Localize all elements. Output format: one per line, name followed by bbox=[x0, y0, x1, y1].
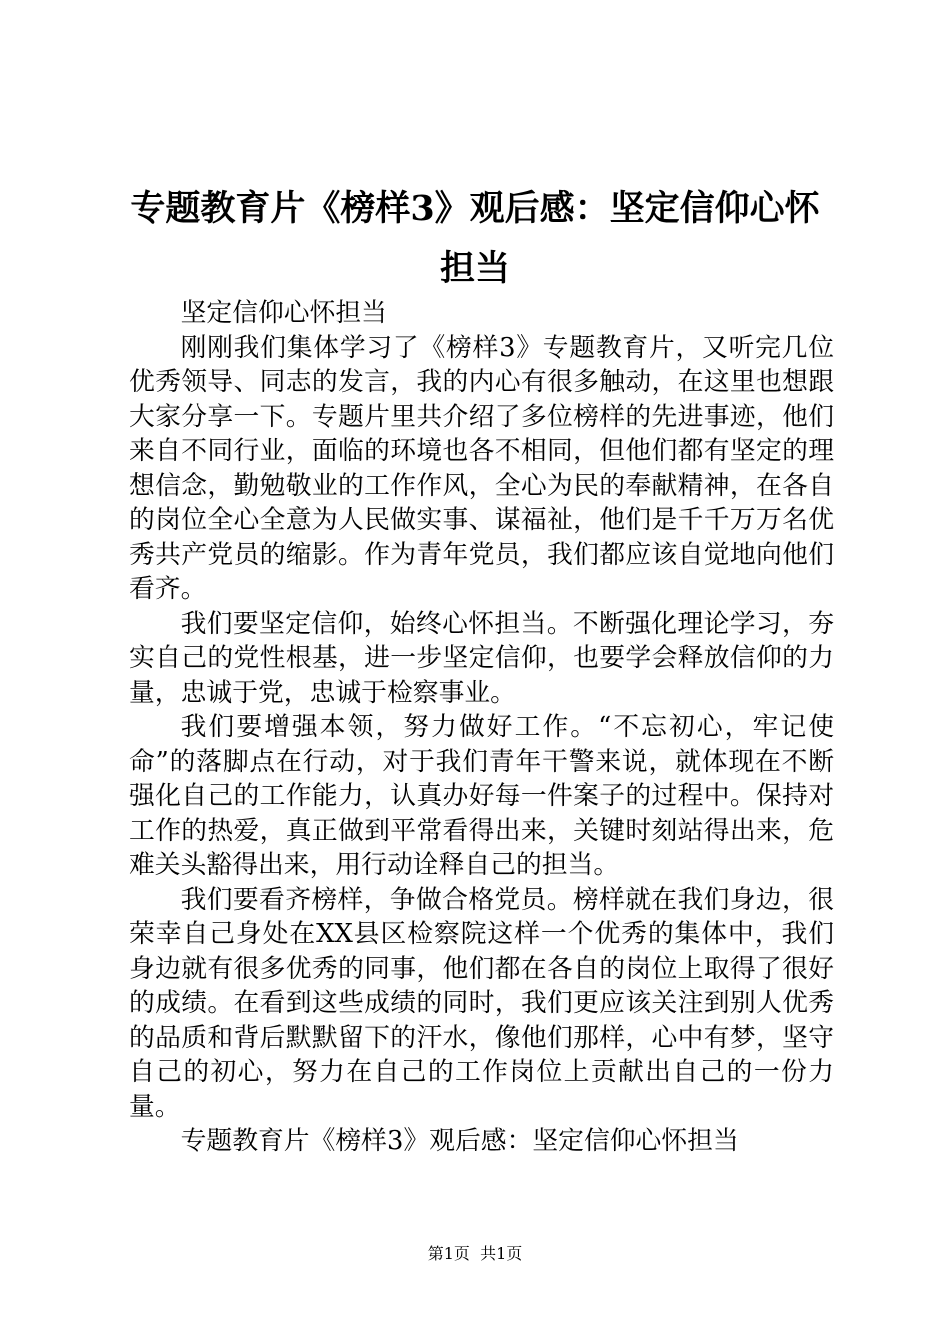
body-paragraph-closing-title: 专题教育片《榜样3》观后感：坚定信仰心怀担当 bbox=[180, 1126, 739, 1156]
document-body bbox=[129, 296, 834, 1159]
body-paragraph-intro: 刚刚我们集体学习了《榜样3》专题教育片，又听完几位优秀领导、同志的发言，我的内心有很多触动，在这里也想跟大家分享一下。专题片里共介绍了多位榜样的先进事迹，他们来自不同行业，面临的环境也各不相同，但他们都有坚定的理想信念，勤勉敬业的工作作风，全心为民的奉献精神，在各自的岗位全心全意为人民做实事、谋福祉，他们是千千万万名优秀共产党员的缩影。作为青年党员，我们都应该自觉地向他们看齐。 bbox=[129, 332, 834, 604]
body-paragraph-skills: 我们要增强本领，努力做好工作。“不忘初心，牢记使命”的落脚点在行动，对于我们青年干警来说，就体现在不断强化自己的工作能力，认真办好每一件案子的过程中。保持对工作的热爱，真正做到平常看得出来，关键时刻站得出来，危难关头豁得出来，用行动诠释自己的担当。 bbox=[129, 712, 834, 880]
body-paragraph-faith: 我们要坚定信仰，始终心怀担当。不断强化理论学习，夯实自己的党性根基，进一步坚定信仰，也要学会释放信仰的力量，忠诚于党，忠诚于检察事业。 bbox=[129, 608, 834, 708]
page-footer: 第1页 共1页 bbox=[427, 1244, 523, 1263]
body-paragraph-subtitle: 坚定信仰心怀担当 bbox=[180, 298, 387, 328]
body-paragraph-role-models: 我们要看齐榜样，争做合格党员。榜样就在我们身边，很荣幸自己身处在XX县区检察院这样一个优秀的集体中，我们身边就有很多优秀的同事，他们都在各自的岗位上取得了很好的成绩。在看到这些成绩的同时，我们更应该关注到别人优秀的品质和背后默默留下的汗水，像他们那样，心中有梦，坚守自己的初心，努力在自己的工作岗位上贡献出自己的一份力量。 bbox=[129, 884, 834, 1122]
document-title-line-2: 担当 bbox=[439, 248, 510, 289]
document-title-line-1: 专题教育片《榜样3》观后感：坚定信仰心怀 bbox=[130, 188, 820, 229]
